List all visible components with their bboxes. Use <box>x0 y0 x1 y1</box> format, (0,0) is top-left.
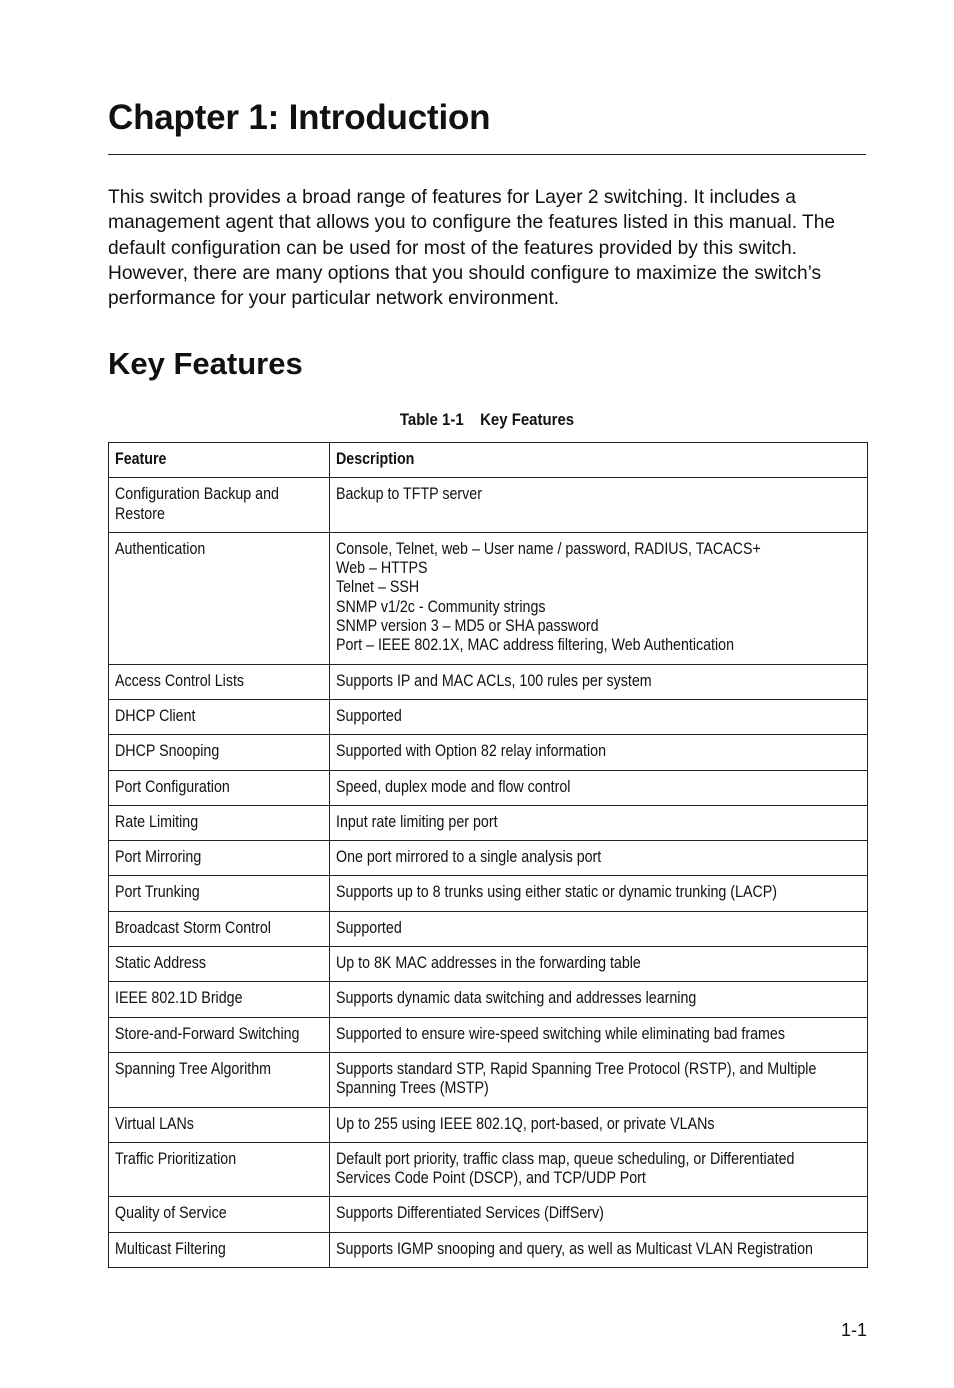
section-title: Key Features <box>108 346 303 381</box>
table-row <box>109 1142 868 1197</box>
feature-cell <box>109 770 330 805</box>
description-text-line: Speed, duplex mode and flow control <box>336 777 571 796</box>
description-text-line: Up to 8K MAC addresses in the forwarding table <box>336 954 641 973</box>
description-text-line: Supported <box>336 918 402 937</box>
feature-text-line: DHCP Client <box>115 706 196 725</box>
description-cell <box>330 735 868 770</box>
table-row <box>109 911 868 946</box>
feature-text-line: Port Trunking <box>115 883 200 902</box>
table-row <box>109 664 868 699</box>
description-cell <box>330 1232 868 1267</box>
description-text-line: Supported <box>336 706 402 725</box>
description-cell <box>330 911 868 946</box>
description-cell <box>330 1052 868 1107</box>
feature-text-line: Static Address <box>115 954 207 973</box>
description-text-line: Supports Differentiated Services (DiffServ) <box>336 1204 604 1223</box>
table-row <box>109 699 868 734</box>
description-cell <box>330 1107 868 1142</box>
feature-text-line: Port Mirroring <box>115 848 202 867</box>
feature-text-line: Spanning Tree Algorithm <box>115 1059 272 1078</box>
feature-cell <box>109 1142 330 1197</box>
description-cell <box>330 532 868 664</box>
table-row <box>109 532 868 664</box>
feature-text-line: Traffic Prioritization <box>115 1149 237 1168</box>
table-row <box>109 735 868 770</box>
feature-cell <box>109 1017 330 1052</box>
key-features-table <box>108 442 868 1268</box>
feature-text-line: Port Configuration <box>115 777 230 796</box>
table-row <box>109 478 868 533</box>
description-cell <box>330 1142 868 1197</box>
feature-text-line: DHCP Snooping <box>115 742 220 761</box>
description-text-line: Web – HTTPS <box>336 559 428 578</box>
column-header-description: Description <box>330 443 868 478</box>
intro-paragraph: This switch provides a broad range of features for Layer 2 switching. It includes a management agent that allows you to configure the features listed in this manual. The default configuration can be used for most of the features provided by this switch. However, there are many options that you should configure to maximize the switch’s performance for your particular network environment. <box>108 187 836 310</box>
table-body <box>109 478 868 1268</box>
description-text-line: SNMP version 3 – MD5 or SHA password <box>336 617 599 636</box>
table-row <box>109 947 868 982</box>
feature-text-line: Broadcast Storm Control <box>115 918 271 937</box>
feature-cell <box>109 805 330 840</box>
table-row <box>109 805 868 840</box>
description-text-line: Default port priority, traffic class map, queue scheduling, or Differentiated <box>336 1149 795 1168</box>
feature-cell <box>109 1107 330 1142</box>
table-caption-title: Key Features <box>480 410 575 429</box>
feature-text-line: Access Control Lists <box>115 671 245 690</box>
description-text-line: Backup to TFTP server <box>336 485 482 504</box>
title-divider <box>108 154 866 155</box>
table-row <box>109 770 868 805</box>
description-text-line: Supported with Option 82 relay information <box>336 742 607 761</box>
feature-cell <box>109 1232 330 1267</box>
table-caption-number: Table 1-1 <box>399 410 464 429</box>
description-text-line: Supports IGMP snooping and query, as well as Multicast VLAN Registration <box>336 1239 813 1258</box>
description-cell <box>330 699 868 734</box>
feature-cell <box>109 1052 330 1107</box>
feature-text-line: Store-and-Forward Switching <box>115 1024 300 1043</box>
feature-cell <box>109 982 330 1017</box>
description-text-line: Up to 255 using IEEE 802.1Q, port-based, or private VLANs <box>336 1114 715 1133</box>
feature-text-line: IEEE 802.1D Bridge <box>115 989 243 1008</box>
description-cell <box>330 876 868 911</box>
page-number: 1-1 <box>841 1320 868 1340</box>
table-row <box>109 1107 868 1142</box>
feature-cell <box>109 664 330 699</box>
description-cell <box>330 770 868 805</box>
description-cell <box>330 664 868 699</box>
feature-text-line: Rate Limiting <box>115 812 199 831</box>
description-cell <box>330 947 868 982</box>
table-row <box>109 876 868 911</box>
description-text-line: Telnet – SSH <box>336 578 420 597</box>
feature-cell <box>109 911 330 946</box>
description-text-line: Supported to ensure wire-speed switching while eliminating bad frames <box>336 1024 785 1043</box>
feature-cell <box>109 1197 330 1232</box>
description-cell <box>330 1197 868 1232</box>
feature-cell <box>109 532 330 664</box>
feature-text-line: Restore <box>115 504 165 523</box>
feature-text-line: Authentication <box>115 539 206 558</box>
description-text-line: Supports standard STP, Rapid Spanning Tree Protocol (RSTP), and Multiple <box>336 1059 817 1078</box>
feature-cell <box>109 947 330 982</box>
table-row <box>109 982 868 1017</box>
description-text-line: Services Code Point (DSCP), and TCP/UDP Port <box>336 1169 646 1188</box>
table-caption <box>153 410 820 430</box>
description-text-line: SNMP v1/2c - Community strings <box>336 597 546 616</box>
chapter-title: Chapter 1: Introduction <box>108 98 491 137</box>
description-text-line: Port – IEEE 802.1X, MAC address filtering, Web Authentication <box>336 636 735 655</box>
feature-text-line: Configuration Backup and <box>115 485 279 504</box>
feature-text-line: Quality of Service <box>115 1204 227 1223</box>
feature-cell <box>109 876 330 911</box>
table-row <box>109 1232 868 1267</box>
description-cell <box>330 841 868 876</box>
feature-text-line: Virtual LANs <box>115 1114 194 1133</box>
description-text-line: Input rate limiting per port <box>336 812 498 831</box>
description-text-line: Supports IP and MAC ACLs, 100 rules per system <box>336 671 652 690</box>
column-header-feature: Feature <box>109 443 330 478</box>
table-row <box>109 1017 868 1052</box>
feature-cell <box>109 841 330 876</box>
description-cell <box>330 478 868 533</box>
table-row <box>109 1052 868 1107</box>
description-text-line: One port mirrored to a single analysis port <box>336 848 602 867</box>
table-header-row <box>109 443 868 478</box>
description-cell <box>330 1017 868 1052</box>
feature-cell <box>109 478 330 533</box>
table-row <box>109 841 868 876</box>
feature-cell <box>109 699 330 734</box>
description-cell <box>330 805 868 840</box>
description-text-line: Supports dynamic data switching and addresses learning <box>336 989 697 1008</box>
feature-text-line: Multicast Filtering <box>115 1239 226 1258</box>
description-text-line: Console, Telnet, web – User name / password, RADIUS, TACACS+ <box>336 539 761 558</box>
description-text-line: Spanning Trees (MSTP) <box>336 1079 489 1098</box>
table-row <box>109 1197 868 1232</box>
description-cell <box>330 982 868 1017</box>
description-text-line: Supports up to 8 trunks using either static or dynamic trunking (LACP) <box>336 883 778 902</box>
feature-cell <box>109 735 330 770</box>
